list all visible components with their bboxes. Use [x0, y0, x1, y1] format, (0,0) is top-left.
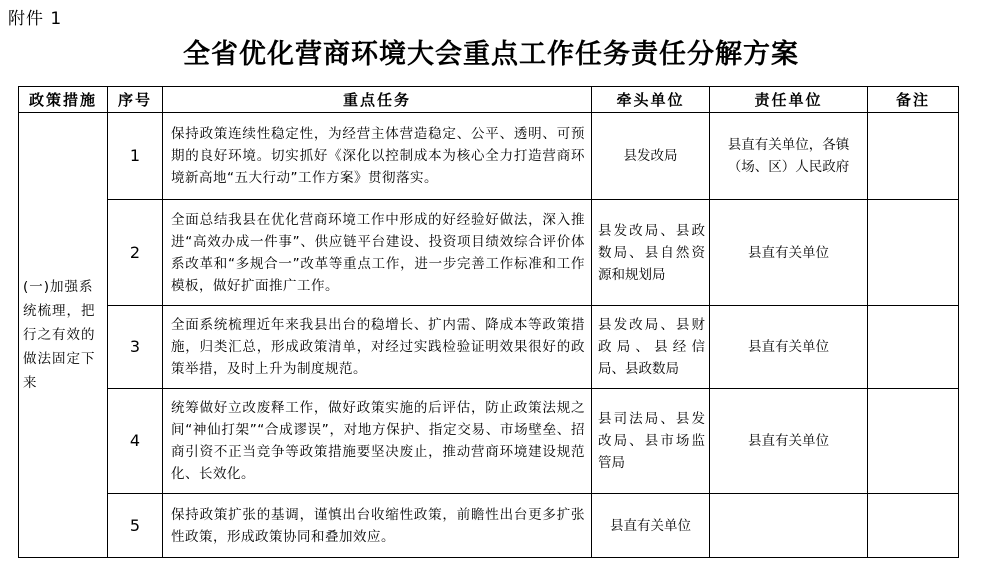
responsible-cell: 县直有关单位: [710, 389, 868, 494]
seq-cell: 2: [108, 200, 163, 306]
lead-cell: 县发改局: [592, 113, 710, 200]
seq-cell: 4: [108, 389, 163, 494]
header-note: 备注: [868, 87, 959, 113]
task-cell: 统筹做好立改废释工作，做好政策实施的后评估，防止政策法规之间“神仙打架”“合成谬误”，对地方保护、指定交易、市场壁垒、招商引资不正当竞争等政策措施要坚决废止，推动营商环境建设规范化、长效化。: [163, 389, 592, 494]
table-row: [19, 494, 959, 558]
header-task: 重点任务: [163, 87, 592, 113]
seq-cell: 1: [108, 113, 163, 200]
seq-cell: 3: [108, 306, 163, 389]
note-cell: [868, 306, 959, 389]
lead-cell: 县发改局、县财政局、县经信局、县政数局: [592, 306, 710, 389]
header-measure: 政策措施: [19, 87, 108, 113]
measure-cell: (一)加强系统梳理，把行之有效的做法固定下来: [19, 113, 108, 558]
table-row: [19, 389, 959, 494]
table-row: [19, 200, 959, 306]
table-row: [19, 306, 959, 389]
task-cell: 保持政策扩张的基调，谨慎出台收缩性政策，前瞻性出台更多扩张性政策，形成政策协同和叠加效应。: [163, 494, 592, 558]
table-row: [19, 113, 959, 200]
table-header-row: [19, 87, 959, 113]
lead-cell: 县司法局、县发改局、县市场监管局: [592, 389, 710, 494]
task-table: [18, 86, 959, 558]
note-cell: [868, 113, 959, 200]
lead-cell: 县直有关单位: [592, 494, 710, 558]
note-cell: [868, 389, 959, 494]
task-cell: 全面总结我县在优化营商环境工作中形成的好经验好做法，深入推进“高效办成一件事”、供应链平台建设、投资项目绩效综合评价体系改革和“多规合一”改革等重点工作，进一步完善工作标准和工作模板，做好扩面推广工作。: [163, 200, 592, 306]
header-seq: 序号: [108, 87, 163, 113]
header-responsible: 责任单位: [710, 87, 868, 113]
responsible-cell: 县直有关单位: [710, 200, 868, 306]
attachment-label: 附件 1: [8, 9, 63, 29]
note-cell: [868, 200, 959, 306]
task-cell: 保持政策连续性稳定性，为经营主体营造稳定、公平、透明、可预期的良好环境。切实抓好《深化以控制成本为核心全力打造营商环境新高地“五大行动”工作方案》贯彻落实。: [163, 113, 592, 200]
seq-cell: 5: [108, 494, 163, 558]
responsible-cell: [710, 494, 868, 558]
lead-cell: 县发改局、县政数局、县自然资源和规划局: [592, 200, 710, 306]
page-title: 全省优化营商环境大会重点工作任务责任分解方案: [183, 39, 799, 70]
responsible-cell: 县直有关单位，各镇（场、区）人民政府: [710, 113, 868, 200]
note-cell: [868, 494, 959, 558]
responsible-cell: 县直有关单位: [710, 306, 868, 389]
task-cell: 全面系统梳理近年来我县出台的稳增长、扩内需、降成本等政策措施，归类汇总，形成政策清单，对经过实践检验证明效果很好的政策举措，及时上升为制度规范。: [163, 306, 592, 389]
header-lead: 牵头单位: [592, 87, 710, 113]
